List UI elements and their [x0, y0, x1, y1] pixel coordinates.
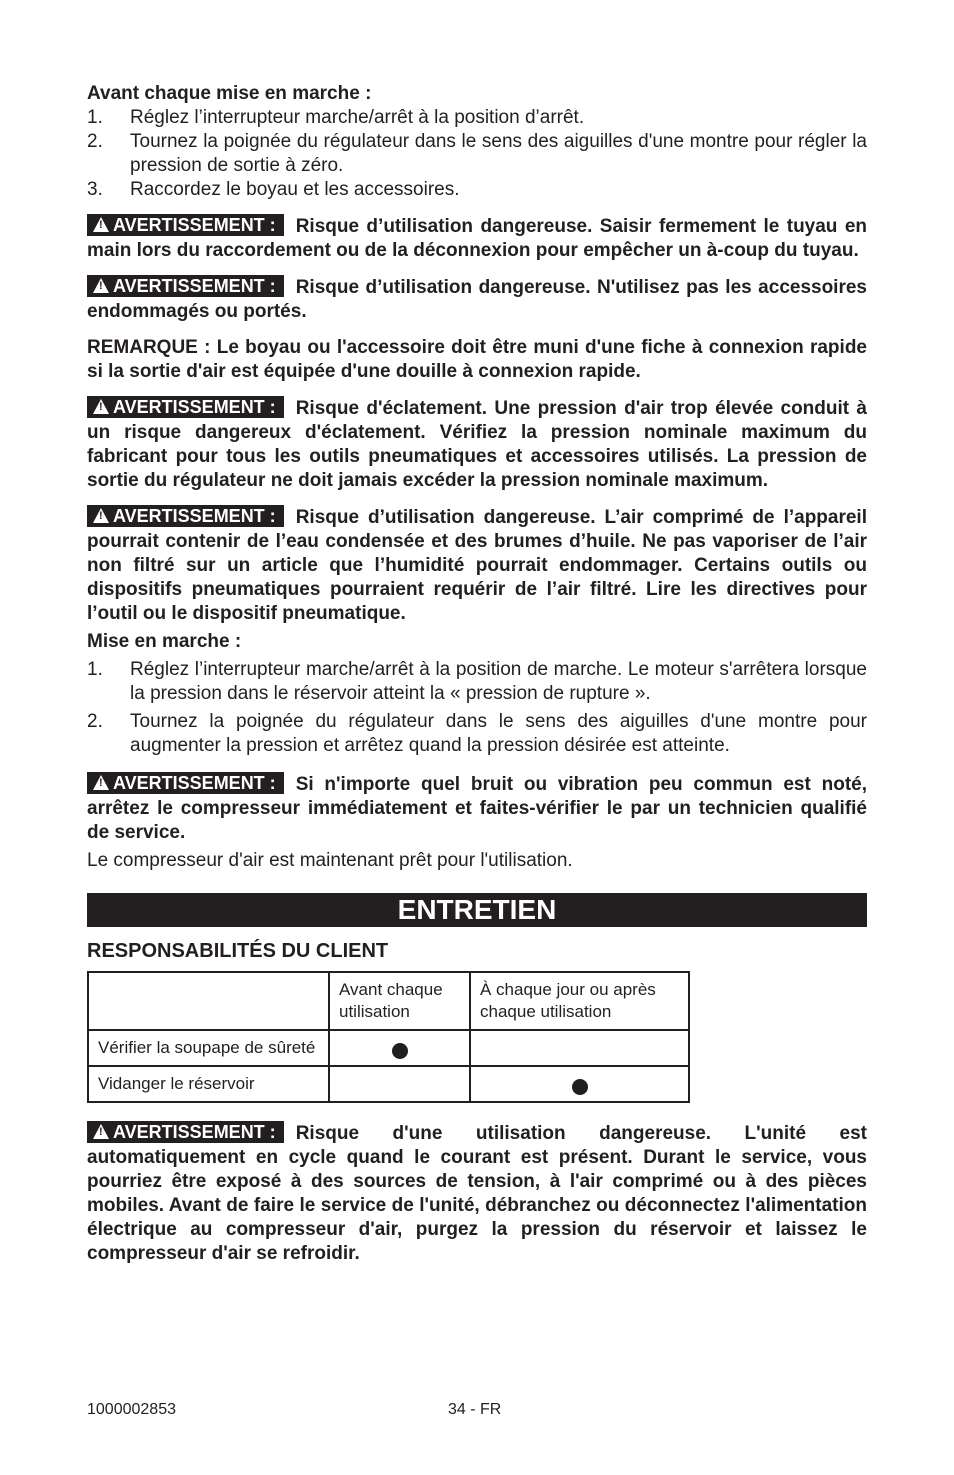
table-header-row [88, 972, 689, 1030]
avant-heading: Avant chaque mise en marche : [87, 83, 372, 104]
doc-number: 1000002853 [87, 1401, 176, 1418]
mise-heading: Mise en marche : [87, 631, 242, 652]
warning-paragraph [87, 505, 867, 626]
table-header-cell: Avant chaque utilisation [329, 972, 470, 1030]
warning-triangle-icon: ! [93, 1124, 109, 1139]
list-item: 2. Tournez la poignée du régulateur dans le sens des aiguilles d'une montre pour augmenter la pression et arrêtez quand la pression désirée est atteinte. [87, 711, 867, 756]
table-row [88, 1066, 689, 1102]
section-title-bar: ENTRETIEN [87, 893, 867, 927]
subsection-title: RESPONSABILITÉS DU CLIENT [87, 940, 389, 962]
warning-text: Risque d'une utilisation dangereuse. L'unité est automatiquement en cycle quand le courant est présent. Durant le service, vous pourriez être exposé à des sources de tension, à l'air comprimé ou à des pièces mobiles. Avant de faire le service de l'unité, débranchez ou déconnectez l'alimentation électrique au compresseur d'air, purgez la pression du réservoir et laissez le compresseur d'air se refroidir. [87, 1123, 867, 1264]
warning-triangle-icon: ! [93, 217, 109, 232]
list-item: 1. Réglez l’interrupteur marche/arrêt à la position d’arrêt. [87, 107, 585, 128]
warning-triangle-icon: ! [93, 399, 109, 414]
check-dot-icon [572, 1079, 588, 1095]
table-cell [329, 1030, 470, 1066]
table-cell [470, 1066, 689, 1102]
list-item: 1. Réglez l’interrupteur marche/arrêt à la position de marche. Le moteur s'arrêtera lorsque la pression dans le réservoir atteint la « pression de rupture ». [87, 659, 867, 704]
warning-text: Risque d’utilisation dangereuse. Saisir fermement le tuyau en main lors du raccordement ou de la déconnexion pour empêcher un à-coup du tuyau. [87, 216, 867, 261]
warning-badge: ! AVERTISSEMENT : [87, 772, 284, 794]
warning-text: Risque d’utilisation dangereuse. N'utilisez pas les accessoires endommagés ou portés. [87, 277, 867, 322]
warning-triangle-icon: ! [93, 775, 109, 790]
warning-text: Risque d'éclatement. Une pression d'air trop élevée conduit à un risque dangereux d'éclatement. Vérifiez la pression nominale maximum du fabricant pour tous les outils pneumatiques et accessoires utilisés. La pression de sortie du régulateur ne doit jamais excéder la pression nominale maximum. [87, 398, 867, 491]
table-cell [470, 1030, 689, 1066]
list-item: 2. Tournez la poignée du régulateur dans le sens des aiguilles d'une montre pour régler la pression de sortie à zéro. [87, 131, 867, 176]
responsibilities-table [87, 971, 690, 1103]
mise-steps-list [87, 658, 867, 758]
warning-triangle-icon: ! [93, 508, 109, 523]
warning-text: Risque d’utilisation dangereuse. L’air comprimé de l’appareil pourrait contenir de l’eau condensée et des brumes d’huile. Ne pas vaporiser de l’air non filtré sur un article que l’humidité pourrait endommager. Certains outils ou dispositifs pneumatiques pourraient requérir de l’air filtré. Lire les directives pour l’outil ou le dispositif pneumatique. [87, 507, 867, 624]
table-header-cell: À chaque jour ou après chaque utilisation [470, 972, 689, 1030]
table-cell [329, 1066, 470, 1102]
warning-paragraph [87, 772, 867, 845]
table-header-cell [88, 972, 329, 1030]
warning-badge: ! AVERTISSEMENT : [87, 505, 284, 527]
manual-page [87, 82, 867, 1266]
warning-badge: ! AVERTISSEMENT : [87, 275, 284, 297]
warning-paragraph [87, 214, 867, 263]
check-dot-icon [392, 1043, 408, 1059]
warning-text: Si n'importe quel bruit ou vibration peu commun est noté, arrêtez le compresseur immédiatement et faites-vérifier le par un technicien qualifié de service. [87, 774, 867, 843]
list-item: 3. Raccordez le boyau et les accessoires. [87, 179, 460, 200]
table-row [88, 1030, 689, 1066]
page-number: 34 - FR [448, 1401, 502, 1418]
warning-badge: ! AVERTISSEMENT : [87, 1121, 284, 1143]
warning-badge: ! AVERTISSEMENT : [87, 214, 284, 236]
remarque-note: REMARQUE : Le boyau ou l'accessoire doit être muni d'une fiche à connexion rapide si la sortie d'air est équipée d'une douille à connexion rapide. [87, 337, 867, 382]
avant-steps-list [87, 106, 867, 202]
warning-paragraph [87, 396, 867, 493]
warning-triangle-icon: ! [93, 278, 109, 293]
table-row-label: Vérifier la soupape de sûreté [88, 1030, 329, 1066]
warning-badge: ! AVERTISSEMENT : [87, 396, 284, 418]
warning-paragraph [87, 275, 867, 324]
warning-paragraph [87, 1121, 867, 1266]
ready-text: Le compresseur d'air est maintenant prêt pour l'utilisation. [87, 850, 573, 871]
table-row-label: Vidanger le réservoir [88, 1066, 329, 1102]
